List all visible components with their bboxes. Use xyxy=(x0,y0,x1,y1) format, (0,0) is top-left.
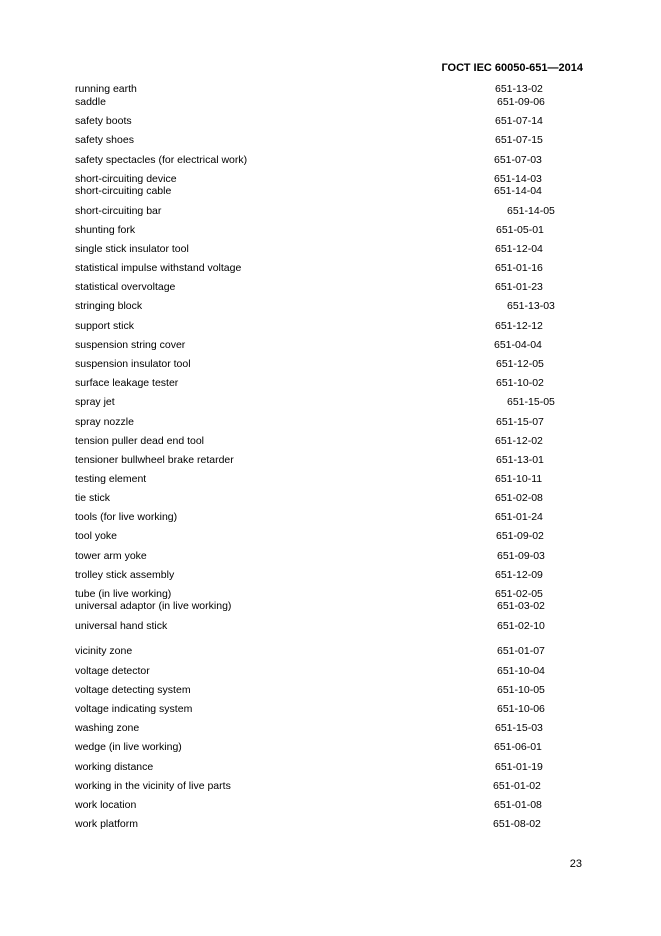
entry-term: tools (for live working) xyxy=(75,511,178,523)
index-entry xyxy=(75,760,595,774)
entry-code: 651-03-02 xyxy=(497,600,545,612)
index-entry xyxy=(75,453,595,467)
index-entry xyxy=(75,280,595,294)
index-entry xyxy=(75,338,595,352)
entry-term: tool yoke xyxy=(75,530,118,542)
index-entry xyxy=(75,95,595,109)
entry-term: spray nozzle xyxy=(75,416,134,428)
index-entry xyxy=(75,319,595,333)
entry-term: wedge (in live working) xyxy=(75,741,182,753)
index-entry xyxy=(75,529,595,543)
entry-term: suspension string cover xyxy=(75,339,186,351)
entry-code: 651-13-03 xyxy=(507,300,555,312)
entry-code: 651-09-03 xyxy=(497,550,545,562)
entry-term: statistical impulse withstand voltage xyxy=(75,262,242,274)
entry-term: vicinity zone xyxy=(75,645,133,657)
entry-code: 651-10-06 xyxy=(497,703,545,715)
index-entry xyxy=(75,664,595,678)
entry-code: 651-12-02 xyxy=(495,435,543,447)
entry-code: 651-01-19 xyxy=(495,761,543,773)
entry-code: 651-01-24 xyxy=(495,511,543,523)
entry-code: 651-12-09 xyxy=(495,569,543,581)
entry-code: 651-07-15 xyxy=(495,134,543,146)
entry-code: 651-01-23 xyxy=(495,281,543,293)
entry-code: 651-01-02 xyxy=(493,780,541,792)
entry-term: tension puller dead end tool xyxy=(75,435,205,447)
entry-term: short-circuiting device xyxy=(75,173,177,185)
entry-code: 651-10-11 xyxy=(495,473,543,485)
entry-code: 651-12-04 xyxy=(495,243,543,255)
entry-term: short-circuiting cable xyxy=(75,185,172,197)
entry-code: 651-10-05 xyxy=(497,684,545,696)
entry-code: 651-10-04 xyxy=(497,665,545,677)
entry-term: testing element xyxy=(75,473,147,485)
entry-term: surface leakage tester xyxy=(75,377,179,389)
entry-term: saddle xyxy=(75,96,106,108)
entry-code: 651-07-03 xyxy=(494,154,542,166)
index-entry xyxy=(75,376,595,390)
entry-code: 651-15-07 xyxy=(496,416,544,428)
entry-term: voltage detecting system xyxy=(75,684,191,696)
entry-code: 651-01-07 xyxy=(497,645,545,657)
index-entry xyxy=(75,415,595,429)
entry-term: running earth xyxy=(75,83,137,95)
entry-term: safety spectacles (for electrical work) xyxy=(75,154,248,166)
entry-term: trolley stick assembly xyxy=(75,569,175,581)
entry-code: 651-07-14 xyxy=(495,115,543,127)
index-entry xyxy=(75,395,595,409)
index-entry xyxy=(75,817,595,831)
index-entry xyxy=(75,114,595,128)
entry-code: 651-08-02 xyxy=(493,818,541,830)
index-entry xyxy=(75,223,595,237)
index-entry xyxy=(75,204,595,218)
index-entry xyxy=(75,133,595,147)
entry-term: support stick xyxy=(75,320,134,332)
index-entry xyxy=(75,721,595,735)
page-number: 23 xyxy=(569,858,582,870)
entry-term: washing zone xyxy=(75,722,140,734)
entry-term: tensioner bullwheel brake retarder xyxy=(75,454,234,466)
entry-term: tube (in live working) xyxy=(75,588,172,600)
index-entry xyxy=(75,683,595,697)
entry-term: tie stick xyxy=(75,492,111,504)
index-entry xyxy=(75,434,595,448)
entry-term: universal hand stick xyxy=(75,620,168,632)
index-entry xyxy=(75,184,595,198)
entry-code: 651-06-01 xyxy=(494,741,542,753)
index-entry xyxy=(75,510,595,524)
entry-code: 651-02-10 xyxy=(497,620,545,632)
entry-code: 651-13-02 xyxy=(495,83,543,95)
index-entry xyxy=(75,82,595,96)
index-entry xyxy=(75,644,595,658)
entry-code: 651-15-03 xyxy=(495,722,543,734)
entry-code: 651-14-04 xyxy=(494,185,542,197)
entry-term: stringing block xyxy=(75,300,143,312)
index-entry xyxy=(75,299,595,313)
entry-code: 651-01-16 xyxy=(495,262,543,274)
index-entry xyxy=(75,153,595,167)
entry-code: 651-09-06 xyxy=(497,96,545,108)
index-entry xyxy=(75,779,595,793)
entry-code: 651-04-04 xyxy=(494,339,542,351)
index-entry xyxy=(75,491,595,505)
entry-code: 651-02-05 xyxy=(495,588,543,600)
entry-term: voltage indicating system xyxy=(75,703,193,715)
entry-code: 651-14-03 xyxy=(494,173,542,185)
entry-code: 651-01-08 xyxy=(494,799,542,811)
entry-term: universal adaptor (in live working) xyxy=(75,600,232,612)
entry-code: 651-14-05 xyxy=(507,205,555,217)
entry-term: work platform xyxy=(75,818,139,830)
entry-term: working in the vicinity of live parts xyxy=(75,780,231,792)
entry-term: spray jet xyxy=(75,396,115,408)
entry-code: 651-10-02 xyxy=(496,377,544,389)
entry-code: 651-02-08 xyxy=(495,492,543,504)
entry-term: working distance xyxy=(75,761,154,773)
index-entry xyxy=(75,599,595,613)
entry-term: tower arm yoke xyxy=(75,550,147,562)
index-entry xyxy=(75,357,595,371)
entry-term: statistical overvoltage xyxy=(75,281,176,293)
index-entry xyxy=(75,702,595,716)
entry-term: shunting fork xyxy=(75,224,136,236)
entry-term: single stick insulator tool xyxy=(75,243,189,255)
entry-code: 651-05-01 xyxy=(496,224,544,236)
entry-code: 651-09-02 xyxy=(496,530,544,542)
index-entry xyxy=(75,549,595,563)
entry-code: 651-13-01 xyxy=(496,454,544,466)
document-header: ГОСТ IEC 60050-651—2014 xyxy=(441,62,583,74)
index-entry xyxy=(75,242,595,256)
entry-term: suspension insulator tool xyxy=(75,358,191,370)
index-entry xyxy=(75,568,595,582)
entry-term: voltage detector xyxy=(75,665,150,677)
index-entry xyxy=(75,261,595,275)
entry-term: short-circuiting bar xyxy=(75,205,162,217)
index-entry xyxy=(75,798,595,812)
entry-code: 651-12-05 xyxy=(496,358,544,370)
entry-code: 651-12-12 xyxy=(495,320,543,332)
index-entry xyxy=(75,472,595,486)
entry-term: safety shoes xyxy=(75,134,134,146)
index-entry xyxy=(75,619,595,633)
index-entry xyxy=(75,740,595,754)
entry-term: work location xyxy=(75,799,137,811)
entry-code: 651-15-05 xyxy=(507,396,555,408)
entry-term: safety boots xyxy=(75,115,132,127)
